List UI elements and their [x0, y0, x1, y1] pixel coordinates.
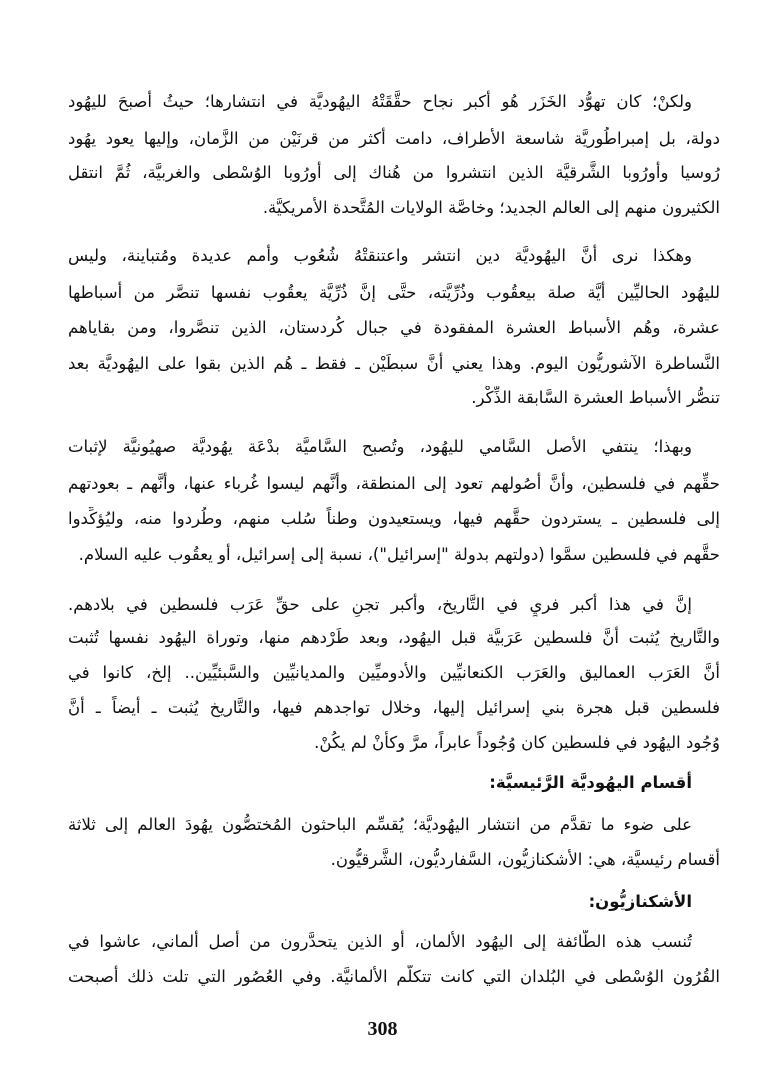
- paragraph-4-line-2: والتَّاريخ يُثبت أنَّ فلسطين عَرَبيَّة قبل اليهُود، وبعد طَرْدهم منها، وتوراة اليهُود نفسها تُثبت: [68, 628, 720, 647]
- paragraph-6-line-2: القُرُون الوُسْطى في البُلدان التي كانت تتكلَّم الألمانيَّة. وفي العُصُور التي تلت ذلك أصبحت: [68, 967, 720, 986]
- paragraph-3-line-3: إلى فلسطين ـ يستردون حقَّهم فيها، ويستعيدون وطناً سُلب منهم، وطُردوا منه، وليُؤكِّدوا: [68, 509, 720, 528]
- paragraph-1-line-3: رُوسيا وأُورُوبا الشَّرقيَّة الذين انتشروا من هُناك إلى أُورُوبا الوُسْطى والغربيَّة، ثُمَّ انتقل: [68, 163, 720, 182]
- paragraph-2-line-3: عشرة، وهُم الأسباط العشرة المفقودة في جبال كُردستان، الذين تنصَّروا، ومن بقاياهم: [68, 318, 720, 337]
- paragraph-5-line-2: أقسام رئيسيَّة، هي: الأشكنازيُّون، السَّفارديُّون، الشَّرقيُّون.: [330, 850, 720, 869]
- paragraph-4-line-3: أنَّ العَرَب العماليق والعَرَب الكنعانيِّين والأدوميِّين والمديانيِّين والسَّبئيِّين.. إلخ، كانوا في: [68, 663, 720, 682]
- paragraph-3-line-4: حقَّهم في فلسطين سمَّوا (دولتهم بدولة "إسرائيل")، نسبة إلى إسرائيل، أو يعقُوب عليه السلام.: [78, 545, 720, 564]
- section-heading-main-divisions: أقسام اليهُوديَّة الرَّئيسيَّة:: [489, 773, 692, 792]
- paragraph-2-line-2: لليهُود الحاليِّين أيَّة صلة بيعقُوب وذُرِّيَّته، حتَّى إنَّ ذُرِّيَّة يعقُوب نفسها تنصَّر من أسباطها: [68, 283, 720, 302]
- paragraph-2-line-5: تنصُّر الأسباط العشرة السَّابقة الذِّكْر.: [471, 388, 720, 407]
- paragraph-4-line-1: إنَّ في هذا أكبر فريٍ في التَّاريخ، وأكبر تجنٍ على حقِّ عَرَب فلسطين في بلادهم.: [68, 595, 692, 614]
- section-heading-ashkenazim: الأشكنازيُّون:: [588, 892, 692, 911]
- paragraph-4-line-5: وُجُود اليهُود في فلسطين كان وُجُوداً عابراً، مرَّ وكأنْ لم يكُنْ.: [314, 733, 720, 752]
- paragraph-1-line-4: الكثيرون منهم إلى العالم الجديد؛ وخاصَّة الولايات المُتَّحدة الأمريكيَّة.: [262, 198, 720, 217]
- paragraph-3-line-1: وبهذا؛ ينتفي الأصل السَّامي لليهُود، وتُصبح السَّاميَّة بدْعَة يهُوديَّة صهيُونيَّة لإثبات: [68, 437, 692, 456]
- paragraph-2-line-4: النَّساطرة الآشوريُّون اليوم. وهذا يعني أنَّ سبطَيْن ـ فقط ـ هُم الذين بقوا على اليهُوديَّة بعد: [68, 354, 720, 373]
- paragraph-3-line-2: حقِّهم في فلسطين، وأنَّ أُصُولهم تعود إلى المنطقة، وأنَّهم ليسوا غُرباء عنها، وأنَّهم ـ بعودتهم: [68, 474, 720, 493]
- paragraph-2-line-1: وهكذا نرى أنَّ اليهُوديَّة دين انتشر واعتنقتْهُ شُعُوب وأُمم عديدة ومُتباينة، وليس: [68, 246, 692, 265]
- paragraph-6-line-1: تُنسب هذه الطَّائفة إلى اليهُود الألمان، أو الذين يتحدَّرون من أصل ألماني، عاشوا في: [68, 932, 692, 951]
- paragraph-5-line-1: على ضوء ما تقدَّم من انتشار اليهُوديَّة؛ يُقسِّم الباحثون المُختصُّون يهُودَ العالم إلى ثلاثة: [68, 815, 692, 834]
- page-number: 308: [367, 1018, 398, 1040]
- paragraph-1-line-2: دولة، بل إمبراطُوريَّة شاسعة الأطراف، دامت أكثر من قرنَيْن من الزَّمان، وإليها يعود يهُود: [68, 129, 720, 148]
- paragraph-1-line-1: ولكنْ؛ كان تهوُّد الخَزَر هُو أكبر نجاح حقَّقَتْهُ اليهُوديَّة في انتشارها؛ حيثُ أصبحَ لليهُود: [68, 92, 692, 111]
- paragraph-4-line-4: فلسطين قبل هجرة بني إسرائيل إليها، وخلال تواجدهم فيها، والتَّاريخ يُثبت ـ أيضاً ـ أنَّ: [68, 698, 720, 717]
